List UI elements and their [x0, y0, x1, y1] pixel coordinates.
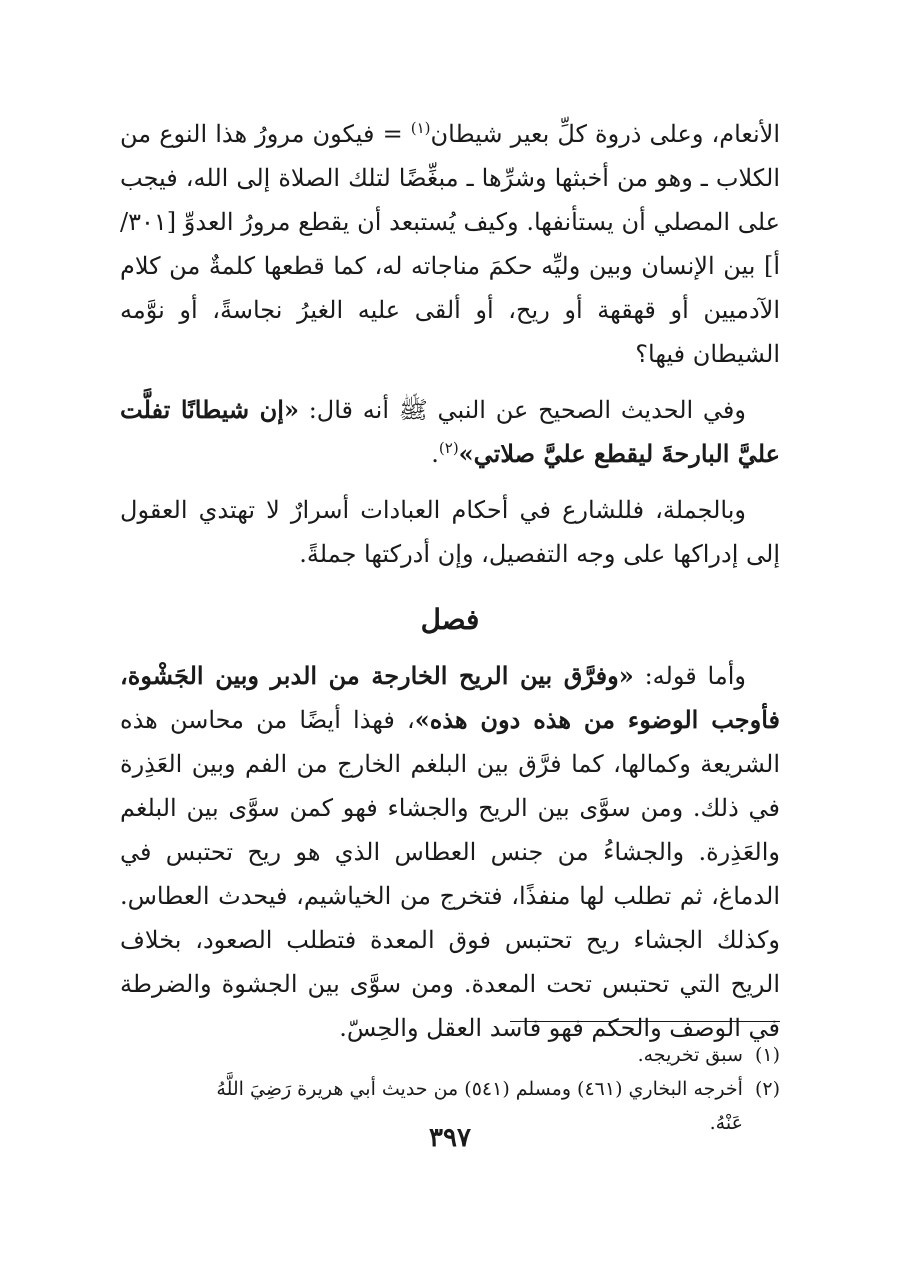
paragraph-1-text-b: = فيكون مرورُ هذا النوع من الكلاب ـ وهو من أخبثها وشرِّها ـ مبغِّضًا لتلك الصلاة إلى الله، فيجب على المصلي أن يستأنفها. وكيف يُستبعد أن يقطع مرورُ العدوِّ [٣٠١/أ] بين الإنسان وبين وليِّه حكمَ مناجاته له، كما قطعها كلمةٌ من كلام الآدميين أو قهقهة أو ريح، أو ألقى عليه الغيرُ نجاسةً، أو نوَّمه الشيطان فيها؟ — [120, 120, 780, 368]
footnote-ref-1: (١) — [410, 119, 431, 137]
paragraph-2 — [120, 388, 780, 476]
footnote-1 — [200, 1038, 780, 1072]
paragraph-4-text-a: وأما قوله: — [633, 662, 746, 690]
footnote-2-text: أخرجه البخاري (٤٦١) ومسلم (٥٤١) من حديث أبي هريرة رَضِيَ اللَّهُ عَنْهُ. — [216, 1078, 743, 1134]
page-number: ٣٩٧ — [429, 1123, 471, 1153]
footnote-separator — [510, 1021, 780, 1022]
main-text — [120, 112, 780, 1050]
paragraph-1-text-a: الأنعام، وعلى ذروة كلِّ بعير شيطان — [430, 120, 781, 148]
footnote-1-text: سبق تخريجه. — [637, 1044, 743, 1066]
paragraph-4-text-b: ، فهذا أيضًا من محاسن هذه الشريعة وكمالها، كما فرَّق بين البلغم الخارج من الفم وبين العَذِرة في ذلك. ومن سوَّى بين الريح والجشاء فهو كمن سوَّى بين البلغم والعَذِرة. والجشاءُ من جنس العطاس الذي هو ريح تحتبس في الدماغ، ثم تطلب لها منفذًا، فتخرج من الخياشيم، فيحدث العطاس. وكذلك الجشاء ريح تحتبس فوق المعدة فتطلب الصعود، بخلاف الريح التي تحتبس تحت المعدة. ومن سوَّى بين الجشوة والضرطة في الوصف والحكم فهو فاسد العقل والحِسّ. — [120, 706, 780, 1042]
footnote-1-number: (١) — [754, 1044, 780, 1066]
footnote-ref-2: (٢) — [438, 439, 459, 457]
paragraph-1 — [120, 112, 780, 376]
paragraph-3: وبالجملة، فللشارع في أحكام العبادات أسرارٌ لا تهتدي العقول إلى إدراكها على وجه التفصيل، وإن أدركتها جملةً. — [120, 496, 780, 568]
section-heading: فصل — [420, 603, 480, 636]
hadith-quote: «إن شيطانًا تفلَّت عليَّ البارحةَ ليقطع عليَّ صلاتي» — [120, 395, 780, 468]
paragraph-2-text-a: وفي الحديث الصحيح عن النبي ﷺ أنه قال: — [298, 396, 746, 424]
footnote-2-number: (٢) — [754, 1078, 780, 1100]
paragraph-2-end: . — [431, 440, 439, 468]
quoted-statement: «وفرَّق بين الريح الخارجة من الدبر وبين الجَشْوة، فأوجب الوضوء من هذه دون هذه» — [120, 661, 780, 734]
paragraph-4 — [120, 654, 780, 1050]
